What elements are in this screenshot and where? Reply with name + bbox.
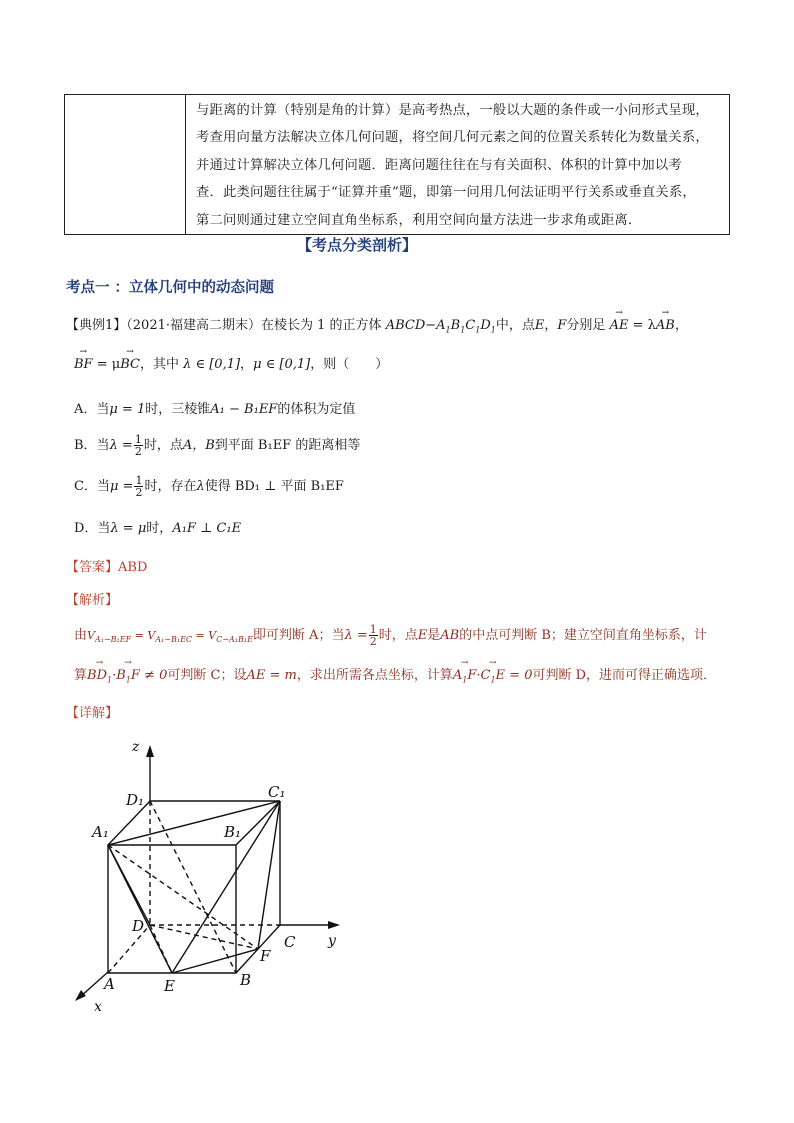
example-stem-text: ，则（ ）: [310, 357, 389, 372]
intro-table-left-cell: [65, 95, 186, 235]
example-stem-text: 在棱长为 1 的正方体: [261, 318, 382, 333]
label-y: y: [328, 933, 336, 949]
option-label: C．当: [74, 479, 110, 494]
option-a: [74, 398, 355, 417]
kaodian-title: 考点一 ：立体几何中的动态问题: [66, 280, 275, 296]
example-source: （2021·福建高二期末）: [126, 318, 261, 333]
analysis-tag: 【解析】: [66, 593, 119, 608]
x-axis-arrow: [75, 990, 86, 1001]
z-axis-arrow: [146, 745, 154, 757]
option-condition: μ = 1: [109, 402, 146, 417]
fraction-numerator: 1: [135, 474, 143, 487]
option-text: 时，点: [143, 438, 183, 453]
label-b: B: [240, 971, 252, 989]
label-d: D: [132, 917, 145, 935]
fraction-numerator: 1: [369, 623, 377, 636]
vector-bc: → BC: [120, 357, 140, 372]
ae-equals-m: AE = m: [246, 668, 297, 683]
example-stem-line-2: → BF = μ→ BC，其中 λ ∈ [0,1]，μ ∈ [0,1]，则（ ）: [74, 353, 388, 372]
intro-line: 查．此类问题往往属于“证算并重”题，即第一问用几何法证明平行关系或垂直关系，: [196, 185, 696, 201]
analysis-text: 是: [427, 628, 441, 643]
answer-value: ABD: [118, 560, 148, 575]
point-f: F: [557, 318, 567, 333]
label-f: F: [260, 947, 271, 965]
option-expression: A₁F ⊥ C₁E: [172, 521, 242, 536]
cube-name-tail: $-A_1B_1C_1D_1$: [425, 318, 496, 335]
y-axis-arrow: [328, 921, 340, 929]
option-expression: A₁ − B₁EF: [210, 402, 278, 417]
example-stem-text: ，其中: [139, 357, 179, 372]
option-label: B．当: [74, 438, 110, 453]
vector-a1f: → $A_1F$: [453, 668, 477, 685]
option-text: 使得 BD₁ ⊥ 平面 B₁EF: [204, 479, 344, 494]
mu-range: μ ∈ [0,1]: [253, 357, 311, 372]
analysis-text: 由: [74, 628, 88, 643]
analysis-text: 可判断 C；设: [167, 668, 247, 683]
option-condition: μ =: [109, 479, 134, 494]
fraction-denominator: 2: [134, 445, 142, 458]
segment-a1-e: [108, 845, 172, 973]
analysis-text: 可判断 D，进而可得正确选项．: [532, 668, 717, 683]
option-label: D．当: [74, 521, 111, 536]
fraction-one-half: [369, 624, 378, 647]
analysis-text: 即可判断 A；当: [252, 628, 345, 643]
fraction-numerator: 1: [134, 433, 142, 446]
cube-name: ABCD: [385, 318, 426, 333]
segment-ab: AB: [440, 628, 460, 643]
label-c: C: [284, 933, 296, 951]
cube-front-face: [108, 845, 236, 973]
analysis-text: 算: [74, 668, 88, 683]
analysis-line-1: [74, 624, 707, 647]
example-tag: 【典例1】: [66, 318, 127, 333]
vector-bf: → BF: [74, 357, 93, 372]
not-zero: ≠ 0: [139, 668, 168, 683]
answer-line: [66, 556, 147, 575]
fraction-one-half: [134, 434, 143, 457]
answer-tag: 【答案】: [66, 560, 119, 575]
vector-bd1: → $BD_1$: [87, 668, 112, 685]
option-c: [74, 475, 344, 498]
option-label: A．当: [74, 402, 110, 417]
intro-line: 考查用向量方法解决立体几何问题，将空间几何元素之间的位置关系转化为数量关系，: [196, 130, 709, 146]
intro-line: 与距离的计算（特别是角的计算）是高考热点，一般以大题的条件或一小问形式呈现，: [196, 103, 709, 118]
example-stem-line-1: 【典例1】（2021·福建高二期末）在棱长为 1 的正方体 $ABCD-A_1B_1C_1D_1$中，点E，F分别足 → AE = λ→ AB，: [66, 314, 688, 335]
example-stem-text: 中，点: [495, 318, 535, 333]
option-b: [74, 434, 360, 457]
intro-line: 第二问则通过建立空间直角坐标系，利用空间向量方法进一步求角或距离．: [196, 212, 642, 228]
analysis-text: ，求出所需各点坐标，计算: [296, 668, 453, 683]
intro-line: 并通过计算解决立体几何问题．距离问题往往在与有关面积、体积的计算中加以考: [196, 157, 682, 173]
analysis-text: 的中点可判断 B；建立空间直角坐标系，计: [459, 628, 707, 643]
option-text: 到平面 B₁EF 的距离相等: [214, 438, 361, 453]
point-e: E: [534, 318, 545, 333]
lambda-range: λ ∈ [0,1]: [183, 357, 241, 372]
option-condition: λ = μ: [110, 521, 147, 536]
edge-b1-c1: [236, 801, 280, 845]
label-a1: A₁: [92, 823, 109, 841]
option-text: 时，存在: [144, 479, 197, 494]
label-x: x: [94, 999, 102, 1015]
vector-ae: → AE: [610, 318, 629, 333]
fraction-denominator: 2: [369, 635, 377, 648]
example-stem-text: 分别足: [566, 318, 606, 333]
fraction-one-half: [134, 475, 143, 498]
option-text: 的体积为定值: [277, 402, 356, 417]
analysis-line-2: 算→ $BD_1\cdot\to B_1F \ne 0$可判断 C；设AE = m，求出所需各点坐标，计算→ $A_1F\cdot\to C_1E = 0$可判断 D，进而可得正确选项．: [74, 664, 716, 685]
section-title: 【考点分类剖析】: [297, 236, 418, 254]
point-e: E: [417, 628, 428, 643]
detail-tag: 【详解】: [66, 706, 119, 721]
option-expression: λ: [196, 479, 205, 494]
vector-c1e: → $C_1E$: [481, 668, 506, 685]
segment-c1-f: [258, 801, 280, 949]
option-text: 时，三棱锥: [145, 402, 211, 417]
cube-figure: [70, 735, 360, 1015]
intro-table: [64, 94, 730, 235]
equals-zero: = 0: [505, 668, 533, 683]
volume-equation: $V_{A_1-B_1EF} = V_{A_1-B_1EC} = V_{C-A_1B_1E}$: [87, 629, 253, 645]
label-c1: C₁: [268, 783, 286, 801]
label-a: A: [104, 975, 115, 993]
option-text: 时，: [146, 521, 173, 536]
label-e: E: [164, 977, 175, 995]
option-expression: A，B: [182, 438, 215, 453]
label-b1: B₁: [224, 823, 242, 841]
label-d1: D₁: [126, 791, 145, 809]
vector-b1f: → $B_1F$: [116, 668, 140, 685]
fraction-denominator: 2: [135, 486, 143, 499]
intro-table-right-cell: [186, 95, 730, 235]
lambda-equals: λ =: [344, 628, 368, 643]
option-d: [74, 517, 241, 536]
option-condition: λ =: [109, 438, 133, 453]
vector-ab: → AB: [656, 318, 675, 333]
analysis-text: 时，点: [378, 628, 418, 643]
label-z: z: [132, 739, 140, 755]
